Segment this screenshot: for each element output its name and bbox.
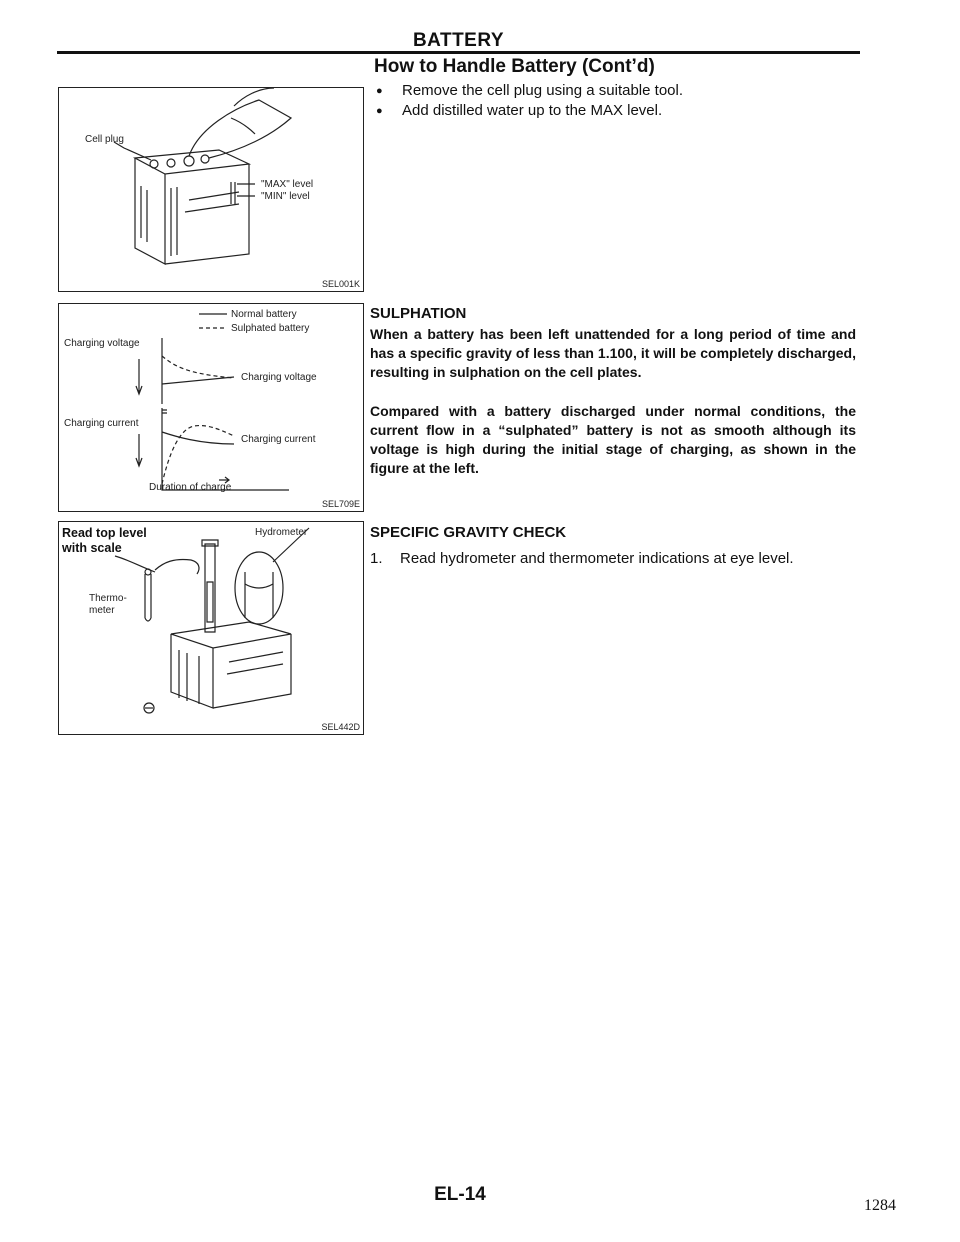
thermometer-label-line1: Thermo- xyxy=(89,593,127,604)
figure-charging-graph xyxy=(58,303,364,512)
hydrometer-label: Hydrometer xyxy=(255,527,308,538)
figure-cell-plug xyxy=(58,87,364,292)
read-top-label-line1: Read top level xyxy=(62,526,147,540)
sulphation-comparison-paragraph: Compared with a battery discharged under normal conditions, the current flow in a “sulphated” battery is not as smooth although its voltage is high during the initial stage of charging, as shown in the figure at the left. xyxy=(370,403,856,476)
charging-voltage-curve-label: Charging voltage xyxy=(241,372,317,383)
charging-voltage-axis-label: Charging voltage xyxy=(64,338,140,349)
read-top-label-line2: with scale xyxy=(62,541,122,555)
specific-gravity-heading: SPECIFIC GRAVITY CHECK xyxy=(370,524,567,541)
bullet-item: ● Add distilled water up to the MAX level. xyxy=(376,101,856,121)
duration-axis-label: Duration of charge xyxy=(149,482,232,493)
sulphation-paragraph: When a battery has been left unattended for a long period of time and has a specific gravity of less than 1.100, it will be completely discharged, resulting in sulphation on the cell plates. xyxy=(370,326,856,380)
legend-normal: Normal battery xyxy=(231,309,297,320)
step-text: Read hydrometer and thermometer indications at eye level. xyxy=(400,550,794,567)
step-number: 1. xyxy=(370,550,383,567)
battery-fill-illustration xyxy=(59,88,363,291)
figure-hydrometer xyxy=(58,521,364,735)
min-level-label: "MIN" level xyxy=(261,191,310,202)
cell-plug-label: Cell plug xyxy=(85,134,124,145)
section-title: How to Handle Battery (Cont’d) xyxy=(374,56,655,77)
thermometer-label-line2: meter xyxy=(89,605,115,616)
page-number: EL-14 xyxy=(434,1184,486,1205)
max-level-label: "MAX" level xyxy=(261,179,314,190)
bullet-item: ● Remove the cell plug using a suitable tool. xyxy=(376,81,856,101)
charging-current-curve-label: Charging current xyxy=(241,434,316,445)
legend-sulphated: Sulphated battery xyxy=(231,323,310,334)
page-header-title: BATTERY xyxy=(412,30,505,51)
sulphation-heading: SULPHATION xyxy=(370,305,467,322)
charging-graph-illustration xyxy=(59,304,363,511)
header-rule xyxy=(57,51,860,54)
charging-current-axis-label: Charging current xyxy=(64,418,139,429)
figure-code: SEL442D xyxy=(321,722,360,732)
figure-code: SEL709E xyxy=(321,499,360,509)
bullet-list xyxy=(376,81,856,121)
numbered-step xyxy=(370,550,794,567)
figure-code: SEL001K xyxy=(321,279,360,289)
sheet-number: 1284 xyxy=(864,1197,896,1214)
